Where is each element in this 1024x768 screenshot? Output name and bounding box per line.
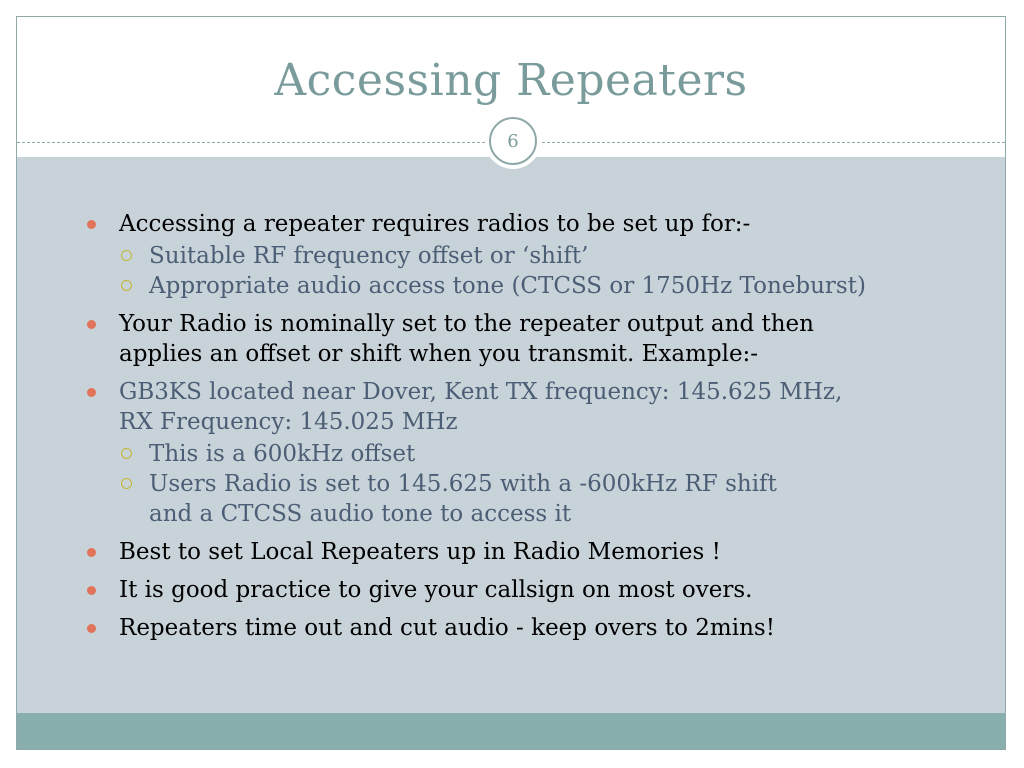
page-number-badge [485,113,541,169]
sub-bullet-list [83,241,873,301]
footer-bar [17,713,1005,749]
hollow-circle-icon [121,280,132,291]
hollow-circle-icon [121,478,132,489]
bullet-list [83,209,873,651]
sub-bullet-list [83,439,873,529]
bullet-text: Accessing a repeater requires radios to be set up for:- [119,211,751,237]
slide-title: Accessing Repeaters [274,55,748,106]
page-number: 6 [507,130,519,152]
sub-bullet-text: Users Radio is set to 145.625 with a -600kHz RF shift and a CTCSS audio tone to access it [149,471,777,527]
slide [16,16,1006,750]
bullet-text: Repeaters time out and cut audio - keep overs to 2mins! [119,615,775,641]
page-number-ring [489,117,537,165]
bullet-dot-icon [87,388,96,397]
bullet-text: GB3KS located near Dover, Kent TX frequency: 145.625 MHz, RX Frequency: 145.025 MHz [119,379,843,435]
bullet-text: It is good practice to give your callsign on most overs. [119,577,753,603]
sub-bullet-item [83,271,873,301]
bullet-dot-icon [87,320,96,329]
bullet-item [83,613,873,643]
sub-bullet-item [83,469,873,529]
sub-bullet-item [83,241,873,271]
bullet-item [83,309,873,369]
bullet-dot-icon [87,548,96,557]
hollow-circle-icon [121,448,132,459]
bullet-item [83,377,873,529]
sub-bullet-item [83,439,873,469]
bullet-dot-icon [87,220,96,229]
bullet-dot-icon [87,586,96,595]
bullet-text: Best to set Local Repeaters up in Radio Memories ! [119,539,721,565]
bullet-item [83,537,873,567]
sub-bullet-text: Appropriate audio access tone (CTCSS or 1750Hz Toneburst) [149,273,866,299]
bullet-dot-icon [87,624,96,633]
bullet-text: Your Radio is nominally set to the repeater output and then applies an offset or shift when you transmit. Example:- [119,311,814,367]
bullet-item [83,575,873,605]
hollow-circle-icon [121,250,132,261]
bullet-item [83,209,873,301]
sub-bullet-text: Suitable RF frequency offset or ‘shift’ [149,243,589,269]
sub-bullet-text: This is a 600kHz offset [149,441,416,467]
content-area [17,157,1005,715]
